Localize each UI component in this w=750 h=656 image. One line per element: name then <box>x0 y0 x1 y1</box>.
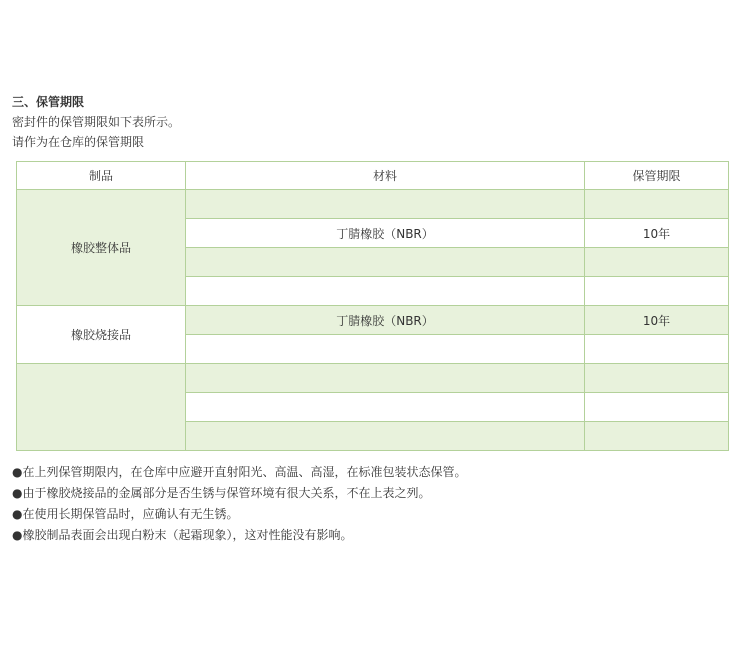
table-row <box>17 364 729 393</box>
material-cell <box>186 422 585 451</box>
product-cell-empty <box>17 364 186 451</box>
note-item: ●在上列保管期限内，在仓库中应避开直射阳光、高温、高湿，在标准包装状态保管。 <box>12 465 467 479</box>
period-cell <box>585 393 729 422</box>
material-cell <box>186 335 585 364</box>
storage-period-table <box>16 161 729 451</box>
period-cell <box>585 364 729 393</box>
table-header-row <box>17 162 729 190</box>
note-item: ●橡胶制品表面会出现白粉末（起霜现象），这对性能没有影响。 <box>12 528 353 542</box>
document-body <box>12 92 730 152</box>
period-cell <box>585 248 729 277</box>
table-row <box>17 306 729 335</box>
material-cell <box>186 364 585 393</box>
intro-line-2: 请作为在仓库的保管期限 <box>12 135 145 149</box>
product-cell-rubber-integral: 橡胶整体品 <box>17 190 186 306</box>
material-cell-nbr: 丁腈橡胶（NBR） <box>186 306 585 335</box>
table-row <box>17 190 729 219</box>
material-cell <box>186 190 585 219</box>
period-cell-10y: 10年 <box>585 306 729 335</box>
note-item: ●由于橡胶烧接品的金属部分是否生锈与保管环境有很大关系，不在上表之列。 <box>12 486 431 500</box>
product-cell-rubber-bonded: 橡胶烧接品 <box>17 306 186 364</box>
period-cell <box>585 335 729 364</box>
notes-list <box>12 462 732 546</box>
period-cell-10y: 10年 <box>585 219 729 248</box>
header-period: 保管期限 <box>585 162 729 190</box>
intro-line-1: 密封件的保管期限如下表所示。 <box>12 115 181 129</box>
header-material: 材料 <box>186 162 585 190</box>
section-title: 三、保管期限 <box>12 95 85 109</box>
period-cell <box>585 422 729 451</box>
period-cell <box>585 190 729 219</box>
note-item: ●在使用长期保管品时，应确认有无生锈。 <box>12 507 239 521</box>
material-cell <box>186 248 585 277</box>
period-cell <box>585 277 729 306</box>
header-product: 制品 <box>17 162 186 190</box>
material-cell <box>186 277 585 306</box>
material-cell <box>186 393 585 422</box>
material-cell-nbr: 丁腈橡胶（NBR） <box>186 219 585 248</box>
